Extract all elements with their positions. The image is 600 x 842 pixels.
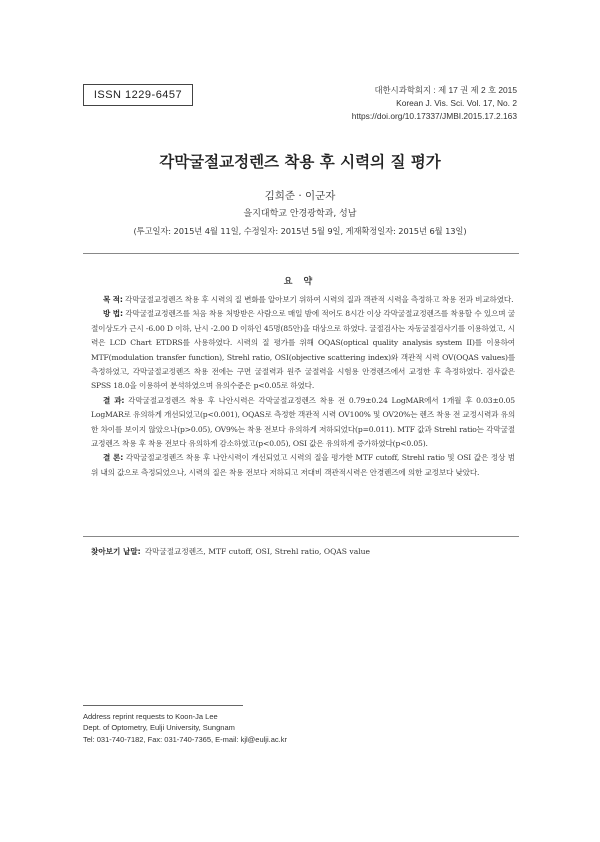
issn-box: ISSN 1229-6457	[83, 84, 193, 106]
footnote	[83, 711, 287, 745]
footnote-divider	[83, 705, 243, 706]
abstract-purpose	[91, 293, 515, 307]
submission-dates: (투고일자: 2015년 4월 11일, 수정일자: 2015년 5월 9일, 게재확정일자: 2015년 6월 13일)	[133, 226, 467, 236]
abstract-results	[91, 394, 515, 452]
conclusion-text: 각막굴절교정렌즈 착용 후 나안시력이 개선되었고 시력의 질을 평가한 MTF cutoff, Strehl ratio 및 OSI 값은 정상 범위 내의 값으로 측정되었으나, 시력의 질은 착용 전보다 저하되고 저대비 객관적시력은 안경렌즈에 의한 교정보다 낮았다.	[91, 453, 515, 477]
keywords-text: 각막굴절교정렌즈, MTF cutoff, OSI, Strehl ratio, OQAS value	[144, 547, 371, 556]
purpose-text: 각막굴절교정렌즈 착용 후 시력의 질 변화를 알아보기 위하여 시력의 질과 객관적 시력을 측정하고 착용 전과 비교하였다.	[122, 295, 514, 304]
divider-top	[83, 253, 519, 254]
footnote-line-2: Dept. of Optometry, Eulji University, Sungnam	[83, 723, 235, 733]
footnote-line-3: Tel: 031-740-7182, Fax: 031-740-7365, E-mail: kjl@eulji.ac.kr	[83, 734, 287, 744]
paper-title: 각막굴절교정렌즈 착용 후 시력의 질 평가	[159, 153, 441, 171]
abstract-methods	[91, 307, 515, 393]
journal-english: Korean J. Vis. Sci. Vol. 17, No. 2	[396, 98, 517, 108]
abstract-body	[91, 293, 515, 480]
purpose-label: 목 적:	[103, 295, 123, 304]
conclusion-label: 결 론:	[103, 453, 124, 463]
results-text: 각막굴절교정렌즈 착용 후 나안시력은 각막굴절교정렌즈 착용 전 0.79±0.24 LogMAR에서 1개월 후 0.03±0.05 LogMAR로 유의하게 개선되었고(p<0.001), OQAS로 측정한 객관적 시력 OV100% 및 OV20%는 렌즈 착용 전 교정시력과 유의한 차이를 보이지 않았으나(p>0.05), OV9%는 착용 전보다 유의하게 저하되었다(p=0.011). MTF 값과 Strehl ratio는 각막굴절교정렌즈 착용 후 착용 전보다 유의하게 감소하였고(p<0.05), OSI 값은 유의하게 증가하였다(p<0.05).	[91, 395, 515, 449]
divider-bottom	[83, 536, 519, 537]
authors: 김희준 · 이군자	[264, 190, 336, 202]
doi-link[interactable]: https://doi.org/10.17337/JMBI.2015.17.2.163	[351, 111, 517, 121]
abstract-heading: 요 약	[283, 277, 317, 287]
abstract-conclusion	[91, 451, 515, 480]
methods-label: 방 법:	[103, 309, 123, 319]
keywords	[91, 545, 515, 559]
methods-text: 각막굴절교정렌즈를 처음 착용 처방받은 사람으로 매일 밤에 적어도 8시간 이상 각막굴절교정렌즈를 착용할 수 있으며 굴절이상도가 근시 -6.00 D 이하, 난시 -2.00 D 이하인 45명(85안)을 대상으로 하였다. 굴절검사는 자동굴절검사기를 이용하였고, 시력은 LCD Chart ETDRS를 사용하였다. 시력의 질 평가를 위해 OQAS(optical quality analysis system II)를 이용하여 MTF(modulation transfer function), Strehl ratio, OSI(objective scattering index)와 객관적 시력 OV(OQAS values)를 측정하였고, 각막굴절교정렌즈 착용 전에는 구면 굴절력과 원주 굴절력을 시험용 안경렌즈에서 교정한 후 측정하였다. 검사값은 SPSS 18.0을 이용하여 분석하였으며 유의수준은 p<0.05로 하였다.	[91, 309, 515, 391]
journal-korean: 대한시과학회지 : 제 17 권 제 2 호 2015	[374, 85, 517, 95]
footnote-line-1: Address reprint requests to Koon-Ja Lee	[83, 712, 218, 721]
keywords-label: 찾아보기 낱말:	[91, 547, 141, 556]
journal-info	[352, 84, 517, 123]
affiliation: 을지대학교 안경광학과, 성남	[243, 209, 357, 219]
results-label: 결 과:	[103, 395, 125, 405]
